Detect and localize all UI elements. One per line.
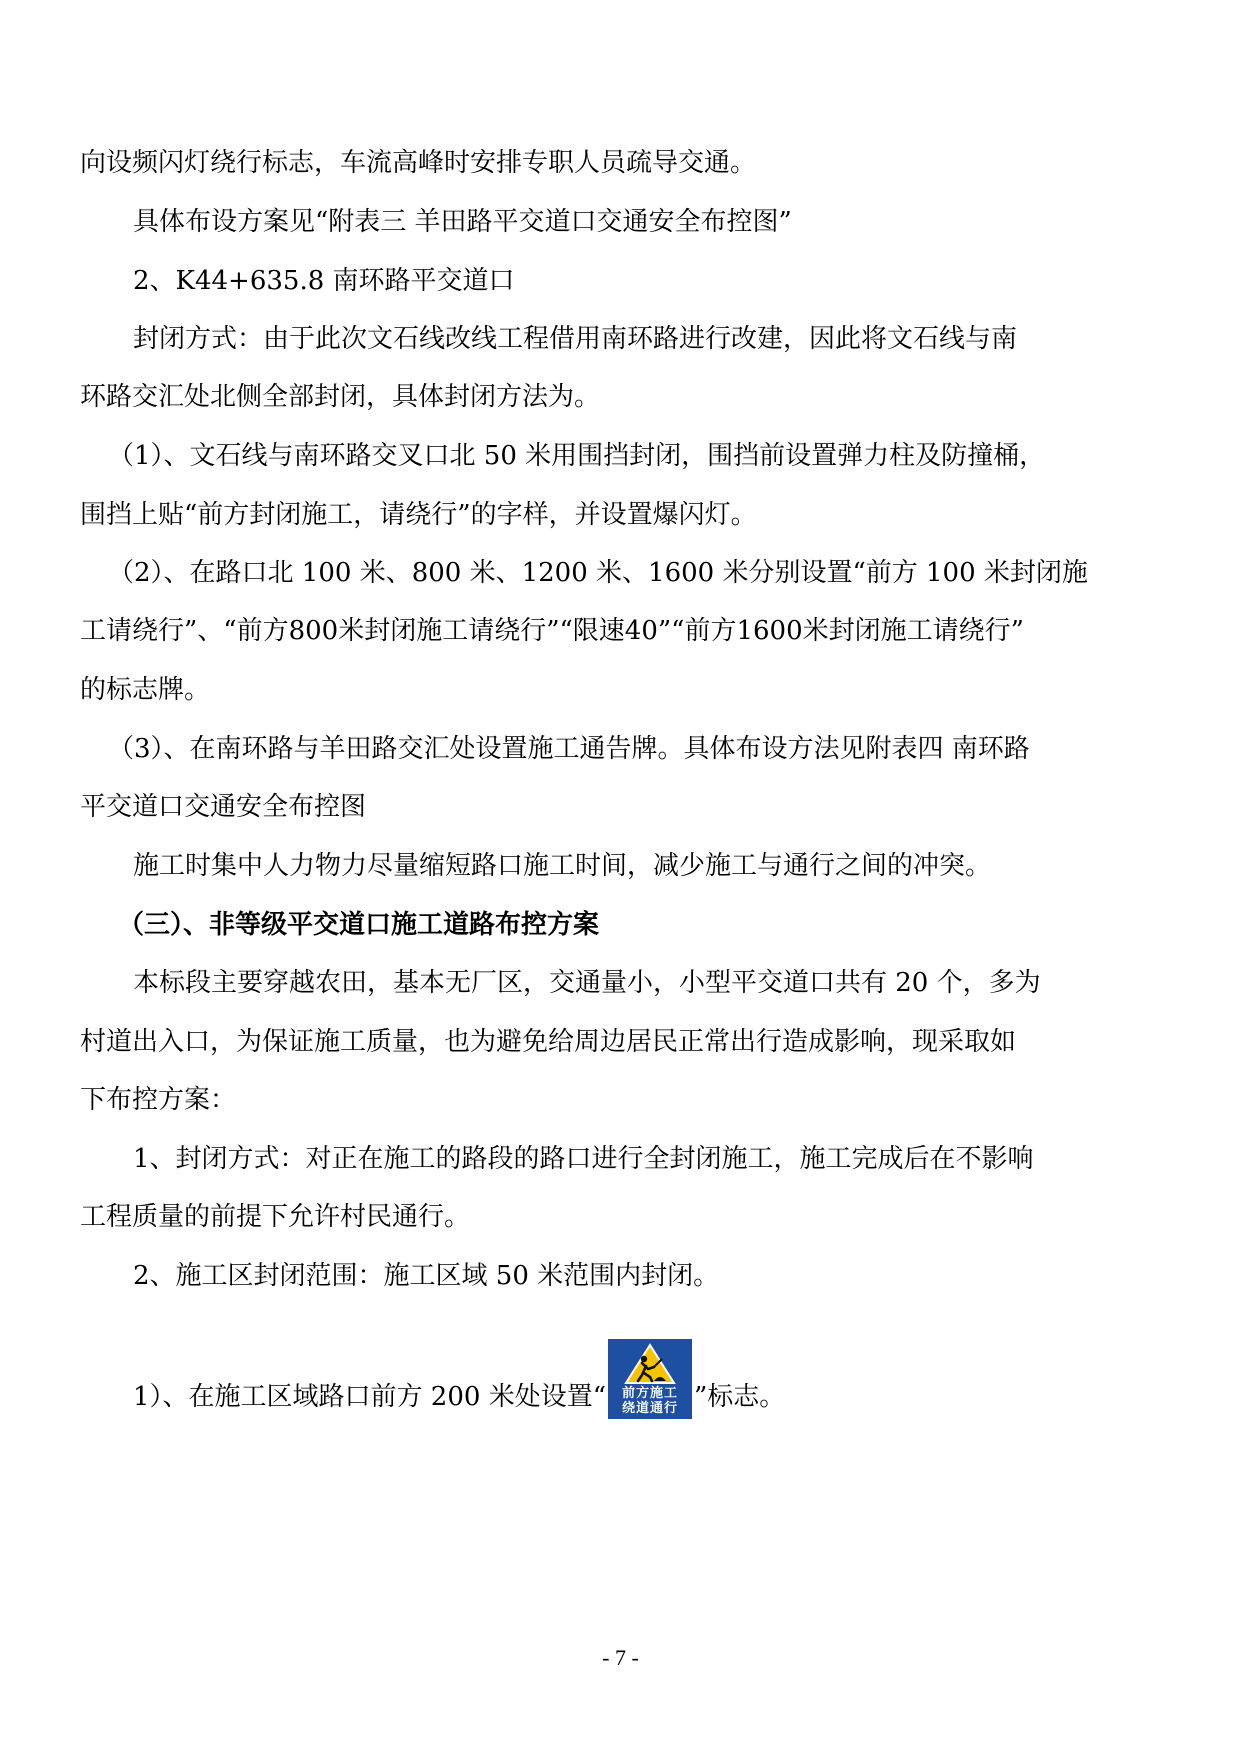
construction-sign [608, 1339, 692, 1419]
section-heading: （三）、非等级平交道口施工道路布控方案 [118, 910, 600, 940]
text-line: 环路交汇处北侧全部封闭，具体封闭方法为。 [80, 382, 601, 412]
text-line: 下布控方案： [80, 1085, 237, 1115]
text-line: 本标段主要穿越农田，基本无厂区，交通量小，小型平交道口共有 20 个，多为 [133, 968, 1041, 998]
text-line: （2）、在路口北 100 米、800 米、1200 米、1600 米分别设置“前方 100 米封闭施 [108, 558, 1088, 588]
text-line: （1）、文石线与南环路交叉口北 50 米用围挡封闭，围挡前设置弹力柱及防撞桶， [108, 441, 1046, 471]
text-line: 2、K44+635.8 南环路平交道口 [133, 266, 515, 296]
text-after-sign: ”标志。 [694, 1382, 786, 1412]
text-line: 施工时集中人力物力尽量缩短路口施工时间，减少施工与通行之间的冲突。 [133, 851, 992, 881]
text-line-with-sign [0, 1339, 1241, 1419]
text-line: 1、封闭方式：对正在施工的路段的路口进行全封闭施工，施工完成后在不影响 [133, 1144, 1034, 1174]
text-line: 工程质量的前提下允许村民通行。 [80, 1202, 471, 1232]
text-line: 平交道口交通安全布控图 [80, 792, 367, 822]
text-line: 封闭方式：由于此次文石线改线工程借用南环路进行改建，因此将文石线与南 [133, 324, 1018, 354]
text-before-sign: 1）、在施工区域路口前方 200 米处设置“ [133, 1382, 606, 1412]
text-line: 向设频闪灯绕行标志，车流高峰时安排专职人员疏导交通。 [80, 148, 757, 178]
text-line: 围挡上贴“前方封闭施工，请绕行”的字样，并设置爆闪灯。 [80, 500, 757, 530]
sign-text-line1: 前方施工 [621, 1386, 678, 1401]
text-line: 2、施工区封闭范围：施工区域 50 米范围内封闭。 [133, 1261, 720, 1291]
text-line: 具体布设方案见“附表三 羊田路平交道口交通安全布控图” [133, 207, 792, 237]
text-line: 村道出入口，为保证施工质量，也为避免给周边居民正常出行造成影响，现采取如 [80, 1027, 1017, 1057]
sign-text-line2: 绕道通行 [621, 1401, 678, 1416]
page-number: - 7 - [602, 1645, 639, 1670]
text-line: 工请绕行”、“前方800米封闭施工请绕行”“限速40”“前方1600米封闭施工请绕行” [80, 616, 1024, 646]
text-line: （3）、在南环路与羊田路交汇处设置施工通告牌。具体布设方法见附表四 南环路 [108, 734, 1030, 764]
text-line: 的标志牌。 [80, 675, 211, 705]
